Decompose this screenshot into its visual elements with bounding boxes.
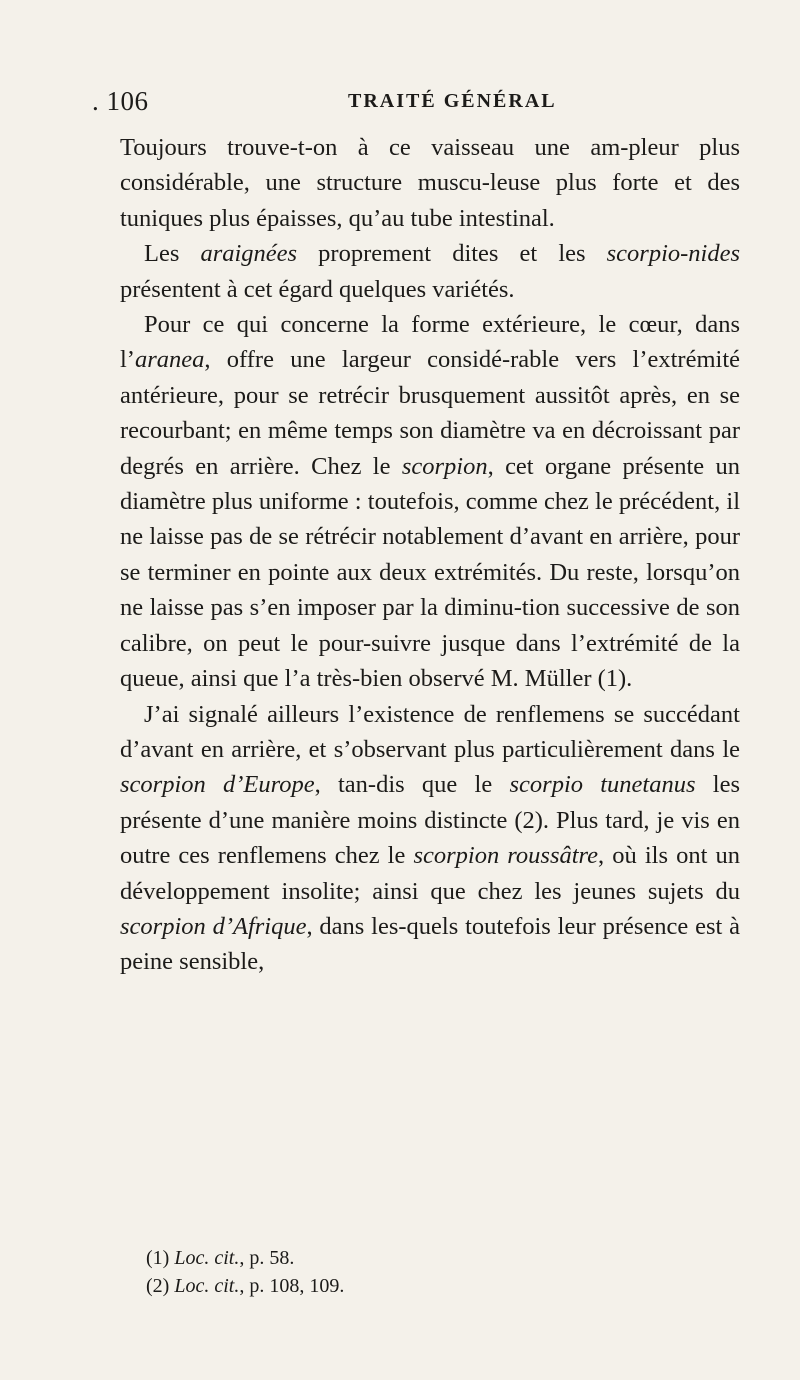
paragraph-2 [120, 236, 740, 307]
text-run: (1) [146, 1247, 175, 1269]
text-run: , p. 58. [239, 1247, 295, 1269]
paragraph-1 [120, 130, 740, 236]
italic-term: araignées [200, 240, 298, 268]
text-run: proprement dites et les [297, 240, 607, 268]
text-run: Les [144, 240, 201, 268]
footnotes [146, 1244, 666, 1300]
italic-term: Loc. cit. [174, 1275, 240, 1297]
text-run: , cet organe présente un diamètre plus uniforme : toutefois, comme chez le précédent, il ne laisse pas de se rétrécir notablement d’avant en arrière, pour se terminer en pointe aux deux extrémités. Du reste, lorsqu’on ne laisse pas s’en imposer par la diminu-tion successive de son calibre, on peut le pour-suivre jusque dans l’extrémité de la queue, ainsi que l’a très-bien observé M. Müller (1). [120, 452, 740, 693]
italic-term: aranea [134, 346, 205, 374]
page-header [92, 86, 712, 116]
text-run: , p. 108, 109. [239, 1275, 345, 1297]
footnote-2 [146, 1272, 666, 1300]
running-title: TRAITÉ GÉNÉRAL [348, 90, 557, 112]
text-run: Toujours trouve-t-on à ce vaisseau une am-pleur plus considérable, une structure muscu-leuse plus forte et des tuniques plus épaisses, qu’au tube intestinal. [120, 134, 740, 232]
italic-term: Loc. cit. [174, 1247, 240, 1269]
text-run: J’ai signalé ailleurs l’existence de renflemens se succédant d’avant en arrière, et s’observant plus particulièrement dans le [120, 700, 740, 763]
text-run: (2) [146, 1275, 175, 1297]
text-run: Pour ce qui concerne la forme extérieure, le cœur, dans l’ [120, 311, 740, 374]
paragraph-4 [120, 697, 740, 980]
italic-term: scorpio-nides [606, 240, 740, 268]
text-run: , offre une largeur considé-rable vers l’extrémité antérieure, pour se retrécir brusquement aussitôt après, en se recourbant; en même temps son diamètre va en décroissant par degrés en arrière. Chez le [120, 346, 740, 480]
footnote-1 [146, 1244, 666, 1272]
text-run: , dans les-quels toutefois leur présence est à peine sensible, [120, 912, 740, 976]
italic-term: scorpion roussâtre [413, 842, 599, 870]
italic-term: scorpio tunetanus [509, 771, 696, 799]
italic-term: scorpion d’Afrique [120, 912, 307, 940]
text-run: présentent à cet égard quelques variétés. [120, 275, 515, 303]
italic-term: scorpion d’Europe [120, 771, 315, 799]
text-run: les présente d’une manière moins distincte (2). Plus tard, je vis en outre ces renflemens chez le [120, 771, 740, 870]
paragraph-3 [120, 307, 740, 696]
page-number: . 106 [92, 86, 149, 116]
text-run: , où ils ont un développement insolite; ainsi que chez les jeunes sujets du [120, 842, 740, 905]
body-text [120, 130, 740, 980]
italic-term: scorpion [401, 452, 488, 480]
text-run: , tan-dis que le [314, 771, 510, 799]
